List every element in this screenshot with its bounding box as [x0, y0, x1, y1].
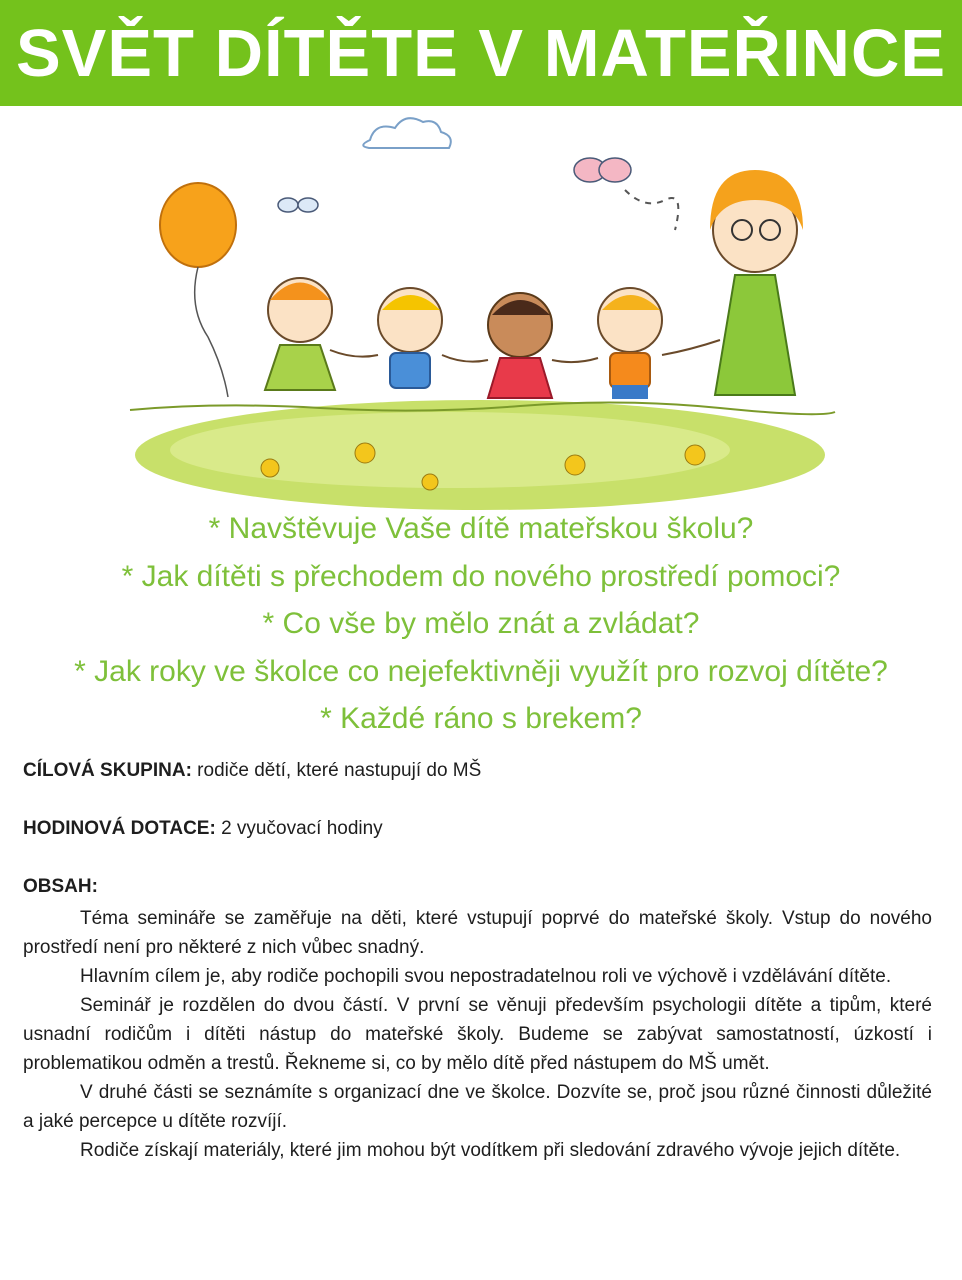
content-paragraph: V druhé části se seznámíte s organizací dne ve školce. Dozvíte se, proč jsou různé činnosti důležité a jaké percepce u dítěte rozvíjí. [23, 1082, 932, 1132]
target-group-value: rodiče dětí, které nastupují do MŠ [191, 760, 482, 781]
content-body [23, 904, 932, 1165]
child-figure-4 [598, 288, 662, 399]
question-item: * Jak roky ve školce co nejefektivněji využít pro rozvoj dítěte? [74, 654, 888, 688]
cloud-icon [363, 118, 451, 148]
question-item: * Navštěvuje Vaše dítě mateřskou školu? [208, 512, 754, 545]
content-paragraph: Seminář je rozdělen do dvou částí. V první se věnuji především psychologii dítěte a tipům, které usnadní rodičům i dítěti nástup do mateřské školy. Budeme se zabývat samostatností, úzkostí i problematikou odměn a trestů. Řekneme si, co by mělo dítě před nástupem do MŠ umět. [23, 995, 932, 1074]
content-heading: OBSAH: [23, 876, 98, 897]
butterfly-icon [278, 158, 631, 212]
target-group-row [23, 760, 481, 782]
child-figure-2 [378, 288, 442, 388]
question-list [0, 505, 962, 743]
teacher-figure [710, 170, 803, 395]
hours-value: 2 vyučovací hodiny [215, 818, 383, 839]
content-paragraph: Hlavním cílem je, aby rodiče pochopili svou nepostradatelnou roli ve výchově i vzdělávání dítěte. [80, 966, 892, 987]
kids-holding-hands-illustration [120, 110, 840, 510]
question-item: * Každé ráno s brekem? [320, 702, 642, 735]
content-paragraph: Rodiče získají materiály, které jim mohou být vodítkem při sledování zdravého vývoje jejich dítěte. [80, 1140, 901, 1161]
content-paragraph: Téma semináře se zaměřuje na děti, které vstupují poprvé do mateřské školy. Vstup do nového prostředí není pro některé z nich vůbec snadný. [23, 908, 932, 958]
balloon-icon [160, 183, 236, 397]
question-item: * Co vše by mělo znát a zvládat? [262, 607, 700, 640]
question-item: * Jak dítěti s přechodem do nového prostředí pomoci? [121, 559, 841, 593]
target-group-label: CÍLOVÁ SKUPINA: [23, 760, 192, 781]
hours-row [23, 818, 383, 840]
header-banner [0, 0, 962, 106]
child-figure-3 [488, 293, 552, 398]
page-title: SVĚT DÍTĚTE V MATEŘINCE [15, 15, 947, 91]
child-figure-1 [265, 278, 335, 390]
hours-label: HODINOVÁ DOTACE: [23, 818, 216, 839]
